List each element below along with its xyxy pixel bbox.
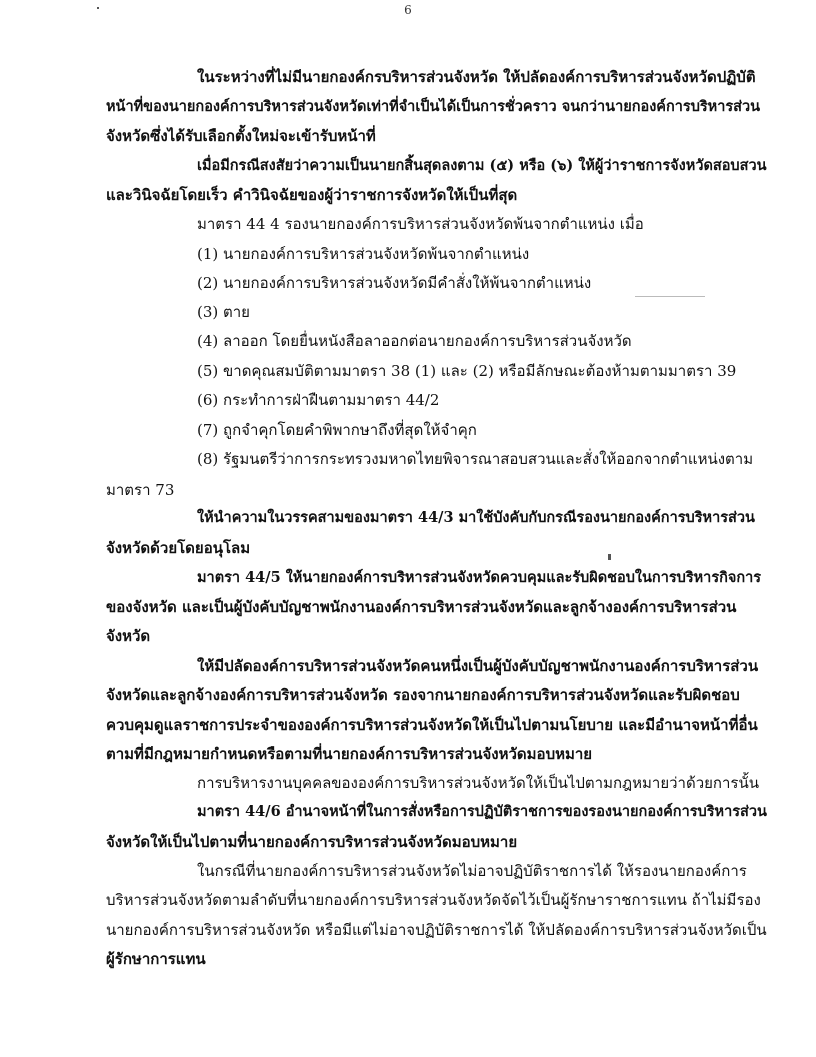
text-line: ควบคุมดูแลราชการประจำขององค์การบริหารส่วนจังหวัดให้เป็นไปตามนโยบาย และมีอำนาจหน้าที่อื่น bbox=[106, 716, 758, 734]
list-item: (7) ถูกจำคุกโดยคำพิพากษาถึงที่สุดให้จำคุก bbox=[197, 421, 477, 439]
section-heading: มาตรา 44/5 ให้นายกองค์การบริหารส่วนจังหวัดควบคุมและรับผิดชอบในการบริหารกิจการ bbox=[197, 569, 762, 586]
text-line: ในระหว่างที่ไม่มีนายกองค์กรบริหารส่วนจังหวัด ให้ปลัดองค์การบริหารส่วนจังหวัดปฏิบัติ bbox=[197, 68, 756, 86]
list-item: (6) กระทำการฝ่าฝืนตามมาตรา 44/2 bbox=[197, 391, 440, 409]
section-heading: มาตรา 44/6 อำนาจหน้าที่ในการสั่งหรือการปฏิบัติราชการของรองนายกองค์การบริหารส่วน bbox=[197, 803, 767, 820]
scan-speck bbox=[608, 554, 611, 560]
list-item: (3) ตาย bbox=[197, 303, 250, 321]
text-line: ในกรณีที่นายกองค์การบริหารส่วนจังหวัดไม่อาจปฏิบัติราชการได้ ให้รองนายกองค์การ bbox=[197, 862, 747, 880]
text-line: ของจังหวัด และเป็นผู้บังคับบัญชาพนักงานองค์การบริหารส่วนจังหวัดและลูกจ้างองค์การบริหารส่วน bbox=[106, 598, 737, 616]
list-item: (2) นายกองค์การบริหารส่วนจังหวัดมีคำสั่งให้พ้นจากตำแหน่ง bbox=[197, 274, 592, 292]
section-heading: มาตรา 44 4 รองนายกองค์การบริหารส่วนจังหวัดพ้นจากตำแหน่ง เมื่อ bbox=[197, 215, 644, 233]
text-line: จังหวัด bbox=[106, 627, 151, 645]
list-item: (5) ขาดคุณสมบัติตามมาตรา 38 (1) และ (2) หรือมีลักษณะต้องห้ามตามมาตรา 39 bbox=[197, 362, 737, 380]
text-line: จังหวัดและลูกจ้างองค์การบริหารส่วนจังหวัด รองจากนายกองค์การบริหารส่วนจังหวัดและรับผิดชอบ bbox=[106, 686, 740, 704]
list-item: มาตรา 73 bbox=[106, 481, 175, 499]
text-line: เมื่อมีกรณีสงสัยว่าความเป็นนายกสิ้นสุดลงตาม (๕) หรือ (๖) ให้ผู้ว่าราชการจังหวัดสอบสวน bbox=[197, 157, 767, 174]
list-item: (8) รัฐมนตรีว่าการกระทรวงมหาดไทยพิจารณาสอบสวนและสั่งให้ออกจากตำแหน่งตาม bbox=[197, 450, 754, 468]
text-line: ตามที่มีกฎหมายกำหนดหรือตามที่นายกองค์การบริหารส่วนจังหวัดมอบหมาย bbox=[106, 745, 593, 763]
text-line: หน้าที่ของนายกองค์การบริหารส่วนจังหวัดเท่าที่จำเป็นได้เป็นการชั่วคราว จนกว่านายกองค์การบริหารส่วน bbox=[106, 98, 761, 115]
scan-speck bbox=[635, 296, 705, 297]
list-item: (1) นายกองค์การบริหารส่วนจังหวัดพ้นจากตำแหน่ง bbox=[197, 245, 530, 263]
text-line: จังหวัดด้วยโดยอนุโลม bbox=[106, 539, 251, 557]
scan-speck bbox=[97, 7, 99, 9]
text-line: จังหวัดให้เป็นไปตามที่นายกองค์การบริหารส่วนจังหวัดมอบหมาย bbox=[106, 833, 518, 851]
page-number: 6 bbox=[404, 3, 412, 17]
text-line: จังหวัดซึ่งได้รับเลือกตั้งใหม่จะเข้ารับหน้าที่ bbox=[106, 127, 376, 145]
text-line: บริหารส่วนจังหวัดตามลำดับที่นายกองค์การบริหารส่วนจังหวัดจัดไว้เป็นผู้รักษาราชการแทน ถ้าไม่มีรอง bbox=[106, 891, 761, 909]
text-line: ให้นำความในวรรคสามของมาตรา 44/3 มาใช้บังคับกับกรณีรองนายกองค์การบริหารส่วน bbox=[197, 509, 755, 526]
text-line: และวินิจฉัยโดยเร็ว คำวินิจฉัยของผู้ว่าราชการจังหวัดให้เป็นที่สุด bbox=[106, 186, 518, 204]
list-item: (4) ลาออก โดยยื่นหนังสือลาออกต่อนายกองค์การบริหารส่วนจังหวัด bbox=[197, 332, 632, 350]
text-line: ผู้รักษาการแทน bbox=[106, 950, 206, 968]
text-line: การบริหารงานบุคคลขององค์การบริหารส่วนจังหวัดให้เป็นไปตามกฎหมายว่าด้วยการนั้น bbox=[197, 774, 759, 792]
text-line: ให้มีปลัดองค์การบริหารส่วนจังหวัดคนหนึ่งเป็นผู้บังคับบัญชาพนักงานองค์การบริหารส่วน bbox=[197, 657, 759, 675]
text-line: นายกองค์การบริหารส่วนจังหวัด หรือมีแต่ไม่อาจปฏิบัติราชการได้ ให้ปลัดองค์การบริหารส่วนจังหวัดเป็น bbox=[106, 921, 767, 939]
